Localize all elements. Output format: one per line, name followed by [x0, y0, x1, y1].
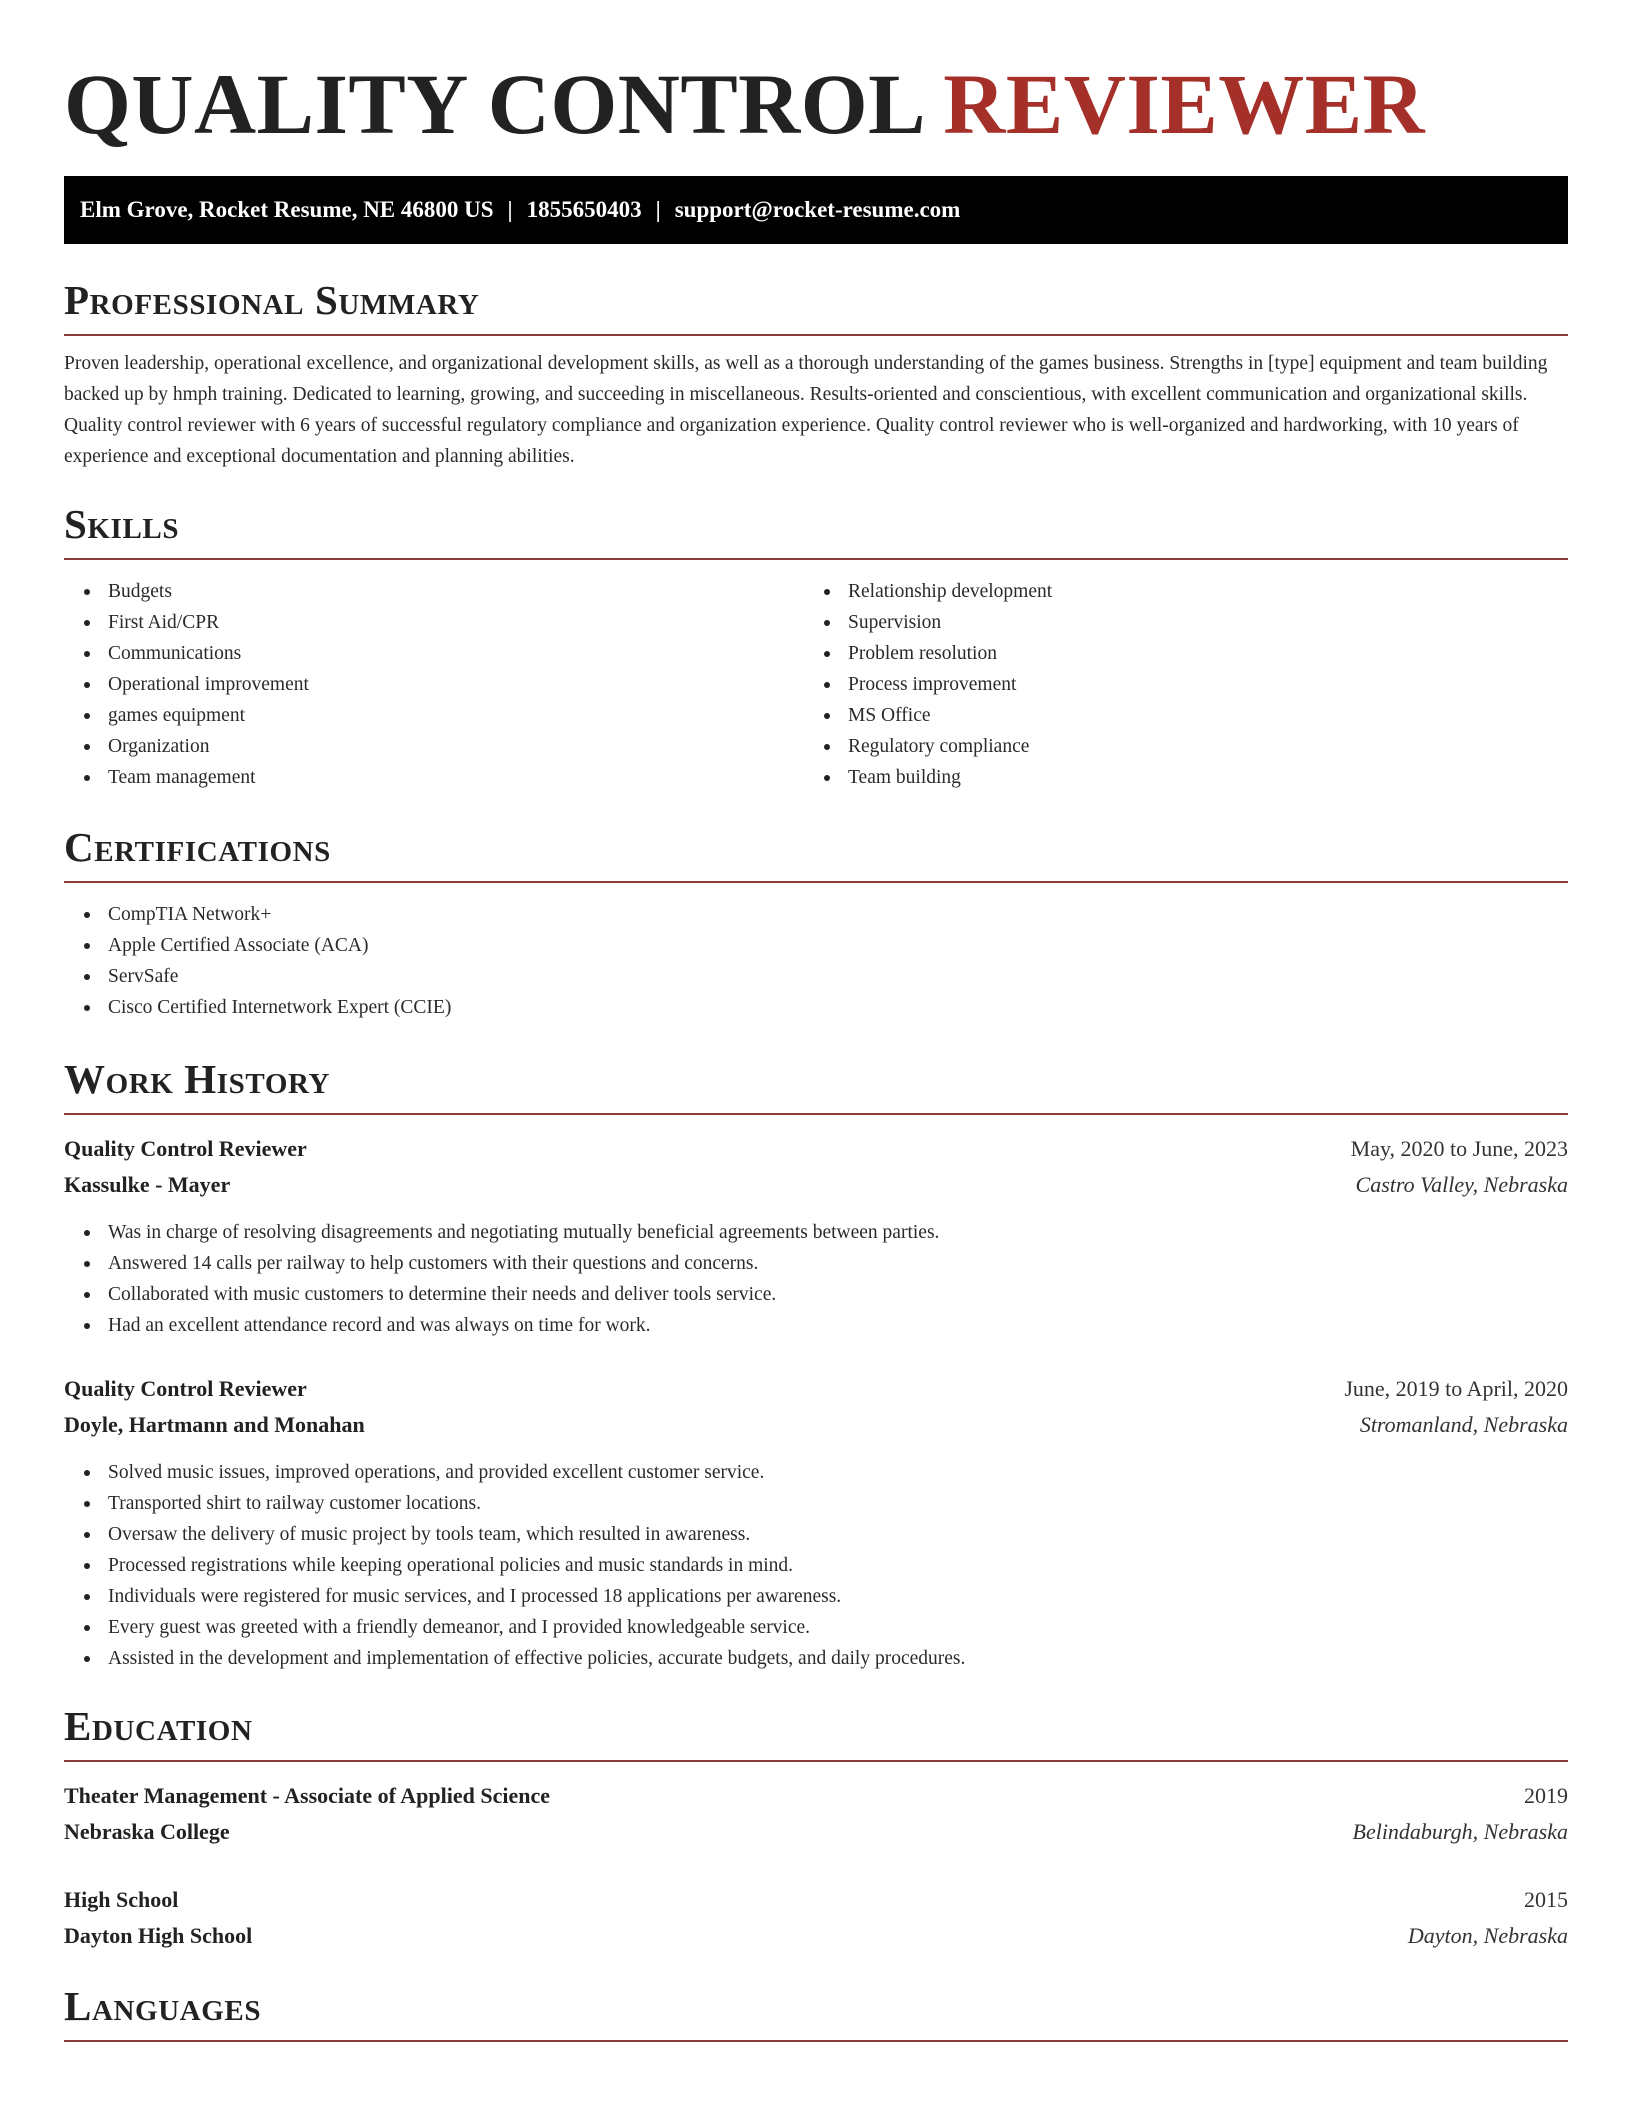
skills-heading: Skills — [64, 500, 1568, 560]
contact-bar — [64, 176, 1568, 244]
education-school: Dayton High School — [64, 1923, 253, 1948]
contact-separator: | — [507, 197, 513, 222]
list-item: Individuals were registered for music services, and I processed 18 applications per awareness. — [64, 1581, 1568, 1612]
list-item: Assisted in the development and implementation of effective policies, accurate budgets, and daily procedures. — [64, 1643, 1568, 1674]
education-school-row — [64, 1814, 1568, 1850]
job-title-row — [64, 1371, 1568, 1407]
job-title: Quality Control Reviewer — [64, 1376, 307, 1401]
certifications-section — [64, 823, 1568, 1023]
skills-grid — [64, 576, 1568, 793]
list-item: Solved music issues, improved operations, and provided excellent customer service. — [64, 1457, 1568, 1488]
list-item: Team management — [64, 762, 804, 793]
list-item: Collaborated with music customers to determine their needs and deliver tools service. — [64, 1279, 1568, 1310]
list-item: Answered 14 calls per railway to help customers with their questions and concerns. — [64, 1248, 1568, 1279]
job-dates: June, 2019 to April, 2020 — [1344, 1376, 1568, 1401]
education-location: Belindaburgh, Nebraska — [1352, 1819, 1568, 1844]
list-item: Cisco Certified Internetwork Expert (CCIE) — [64, 992, 1568, 1023]
education-year: 2015 — [1524, 1887, 1568, 1912]
list-item: Processed registrations while keeping operational policies and music standards in mind. — [64, 1550, 1568, 1581]
job-bullets — [64, 1457, 1568, 1674]
list-item: CompTIA Network+ — [64, 899, 1568, 930]
skills-section — [64, 500, 1568, 793]
job-bullets — [64, 1217, 1568, 1341]
list-item: games equipment — [64, 700, 804, 731]
education-heading: Education — [64, 1702, 1568, 1762]
contact-email: support@rocket-resume.com — [674, 197, 961, 222]
education-location: Dayton, Nebraska — [1407, 1923, 1568, 1948]
certifications-heading: Certifications — [64, 823, 1568, 883]
name-last: REVIEWER — [943, 56, 1426, 152]
list-item: Relationship development — [804, 576, 1544, 607]
job-entry — [64, 1371, 1568, 1674]
job-title: Quality Control Reviewer — [64, 1136, 307, 1161]
contact-separator: | — [655, 197, 661, 222]
job-location: Castro Valley, Nebraska — [1355, 1172, 1568, 1197]
education-entry — [64, 1882, 1568, 1954]
job-location: Stromanland, Nebraska — [1359, 1412, 1568, 1437]
list-item: Every guest was greeted with a friendly demeanor, and I provided knowledgeable service. — [64, 1612, 1568, 1643]
job-entry — [64, 1131, 1568, 1341]
list-item: Budgets — [64, 576, 804, 607]
contact-address: Elm Grove, Rocket Resume, NE 46800 US — [80, 197, 494, 222]
education-degree: Theater Management - Associate of Applied Science — [64, 1783, 550, 1808]
education-year: 2019 — [1524, 1783, 1568, 1808]
list-item: Organization — [64, 731, 804, 762]
resume-name — [64, 0, 1568, 154]
list-item: Operational improvement — [64, 669, 804, 700]
list-item: Team building — [804, 762, 1544, 793]
list-item: Regulatory compliance — [804, 731, 1544, 762]
summary-text: Proven leadership, operational excellence, and organizational development skills, as well as a thorough understanding of the games business. Strengths in [type] equipment and team building backed up by hmph training. Dedicated to learning, growing, and succeeding in miscellaneous. Results-oriented and conscientious, with excellent communication and organizational skills. Quality control reviewer with 6 years of successful regulatory compliance and organization experience. Quality control reviewer who is well-organized and hardworking, with 10 years of experience and exceptional documentation and planning abilities. — [64, 353, 1548, 467]
list-item: Oversaw the delivery of music project by tools team, which resulted in awareness. — [64, 1519, 1568, 1550]
summary-section — [64, 276, 1568, 472]
job-company: Doyle, Hartmann and Monahan — [64, 1412, 365, 1437]
list-item: Transported shirt to railway customer locations. — [64, 1488, 1568, 1519]
education-section — [64, 1702, 1568, 1954]
education-entry — [64, 1778, 1568, 1850]
list-item: Supervision — [804, 607, 1544, 638]
skills-list-right — [804, 576, 1544, 793]
education-school: Nebraska College — [64, 1819, 230, 1844]
list-item: MS Office — [804, 700, 1544, 731]
education-degree-row — [64, 1882, 1568, 1918]
education-school-row — [64, 1918, 1568, 1954]
job-title-row — [64, 1131, 1568, 1167]
job-dates: May, 2020 to June, 2023 — [1350, 1136, 1568, 1161]
list-item: Problem resolution — [804, 638, 1544, 669]
education-degree-row — [64, 1778, 1568, 1814]
name-first: QUALITY CONTROL — [64, 56, 922, 152]
languages-heading: Languages — [64, 1982, 1568, 2042]
list-item: Had an excellent attendance record and was always on time for work. — [64, 1310, 1568, 1341]
skills-list-left — [64, 576, 804, 793]
list-item: ServSafe — [64, 961, 1568, 992]
list-item: Was in charge of resolving disagreements and negotiating mutually beneficial agreements between parties. — [64, 1217, 1568, 1248]
languages-section — [64, 1982, 1568, 2042]
list-item: Process improvement — [804, 669, 1544, 700]
list-item: Apple Certified Associate (ACA) — [64, 930, 1568, 961]
education-degree: High School — [64, 1887, 179, 1912]
summary-heading: Professional Summary — [64, 276, 1568, 336]
certifications-list — [64, 899, 1568, 1023]
contact-phone: 1855650403 — [526, 197, 642, 222]
list-item: First Aid/CPR — [64, 607, 804, 638]
work-heading: Work History — [64, 1055, 1568, 1115]
list-item: Communications — [64, 638, 804, 669]
work-section — [64, 1055, 1568, 1674]
job-company-row — [64, 1167, 1568, 1203]
job-company-row — [64, 1407, 1568, 1443]
job-company: Kassulke - Mayer — [64, 1172, 231, 1197]
